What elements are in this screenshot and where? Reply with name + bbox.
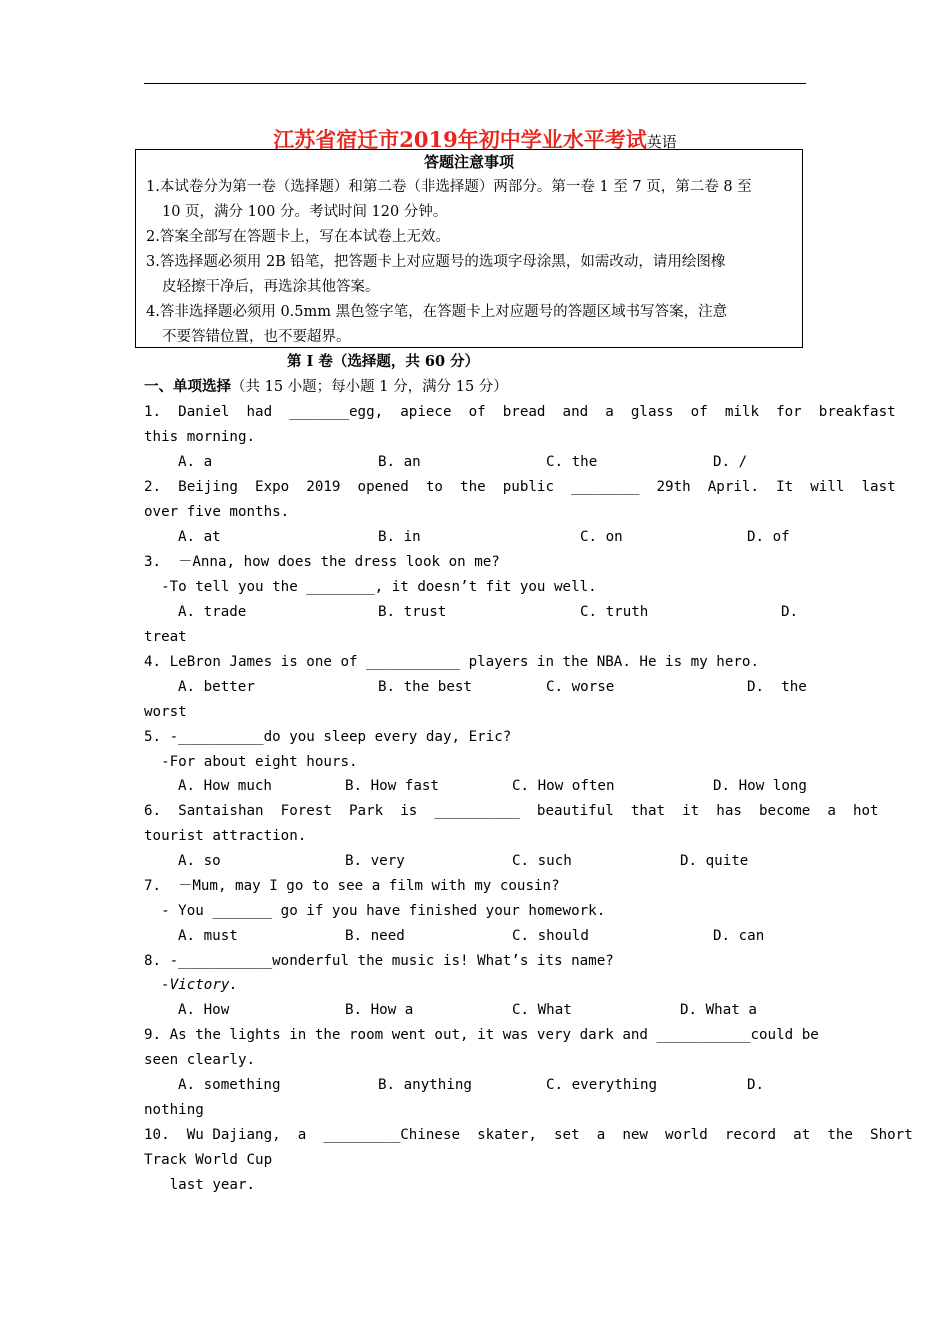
notice-line: 10 页，满分 100 分。考试时间 120 分钟。 [162,204,448,220]
option-a: A. must [178,928,238,944]
question-line: 8. -___________wonderful the music is! What’s its name? [144,953,614,969]
option-c: C. on [580,529,623,545]
notice-line: 皮轻擦干净后，再选涂其他答案。 [162,279,380,295]
question-answer-line: -Victory. [144,977,238,993]
question-line: seen clearly. [144,1052,256,1068]
section-desc: （共 15 小题；每小题 1 分，满分 15 分） [231,379,508,395]
question-line: 3. －Anna, how does the dress look on me? [144,554,500,570]
option-b: B. an [378,454,421,470]
option-b: B. in [378,529,421,545]
notice-line: 2.答案全部写在答题卡上，写在本试卷上无效。 [146,229,450,245]
option-d-text: treat [144,629,187,645]
question-line: 1. Daniel had _______egg, apiece of bread and a glass of milk for breakfast [144,404,896,420]
question-line: 6. Santaishan Forest Park is __________ beautiful that it has become a hot [144,803,879,819]
question-line: 2. Beijing Expo 2019 opened to the public ________ 29th April. It will last [144,479,896,495]
question-line: 7. －Mum, may I go to see a film with my cousin? [144,878,560,894]
section-heading [144,377,508,397]
option-b: B. anything [378,1077,472,1093]
notice-item [136,175,802,350]
question-line: last year. [144,1177,256,1193]
option-a: A. How much [178,778,272,794]
option-c: C. everything [546,1077,658,1093]
question-line: this morning. [144,429,256,445]
question-line: Track World Cup [144,1152,273,1168]
option-c: C. What [512,1002,572,1018]
notice-line: 不要答错位置，也不要超界。 [162,329,351,345]
question-line: 9. As the lights in the room went out, it was very dark and ___________could be [144,1027,819,1043]
top-rule [144,83,806,84]
option-b: B. trust [378,604,447,620]
question-line: - You _______ go if you have finished your homework. [144,903,606,919]
option-d: D. / [713,454,748,470]
option-a: A. better [178,679,255,695]
notice-line: 1.本试卷分为第一卷（选择题）和第二卷（非选择题）两部分。第一卷 1 至 7 页，第二卷 8 至 [146,179,752,195]
option-d: D. can [713,928,765,944]
question-line: -To tell you the ________, it doesn’t fit you well. [144,579,597,595]
question-line: -For about eight hours. [144,754,358,770]
option-b: B. very [345,853,405,869]
option-a: A. so [178,853,221,869]
option-d: D. [747,1077,765,1093]
option-c: C. How often [512,778,615,794]
question-line: over five months. [144,504,290,520]
section-label: 一、单项选择 [144,378,231,395]
option-c: C. such [512,853,572,869]
option-a: A. something [178,1077,281,1093]
title-subject: 英语 [646,133,677,151]
notice-box [135,149,803,348]
option-d: D. the [747,679,807,695]
option-d: D. [781,604,799,620]
option-a: A. trade [178,604,247,620]
part-title: 第 I 卷（选择题，共 60 分） [287,353,480,370]
option-b: B. need [345,928,405,944]
option-c: C. truth [580,604,649,620]
option-b: B. How fast [345,778,439,794]
notice-line: 4.答非选择题必须用 0.5mm 黑色签字笔，在答题卡上对应题号的答题区域书写答案，注意 [146,304,728,320]
question-line: 4. LeBron James is one of ___________ players in the NBA. He is my hero. [144,654,759,670]
option-d: D. What a [680,1002,757,1018]
option-d: D. of [747,529,790,545]
option-b: B. the best [378,679,472,695]
question-line: tourist attraction. [144,828,307,844]
title-main: 江苏省宿迁市2019年初中学业水平考试 [273,127,647,152]
option-a: A. a [178,454,213,470]
option-b: B. How a [345,1002,414,1018]
option-d: D. How long [713,778,807,794]
question-line: 5. -__________do you sleep every day, Eric? [144,729,512,745]
option-c: C. worse [546,679,615,695]
option-d-text: worst [144,704,187,720]
notice-line: 3.答选择题必须用 2B 铅笔，把答题卡上对应题号的选项字母涂黑，如需改动，请用绘图橡 [146,254,726,270]
option-a: A. at [178,529,221,545]
option-a: A. How [178,1002,230,1018]
option-d: D. quite [680,853,749,869]
option-c: C. the [546,454,598,470]
option-d-text: nothing [144,1102,204,1118]
notice-heading: 答题注意事项 [423,153,514,171]
option-c: C. should [512,928,589,944]
question-line: 10. Wu Dajiang, a _________Chinese skater, set a new world record at the Short [144,1127,913,1143]
